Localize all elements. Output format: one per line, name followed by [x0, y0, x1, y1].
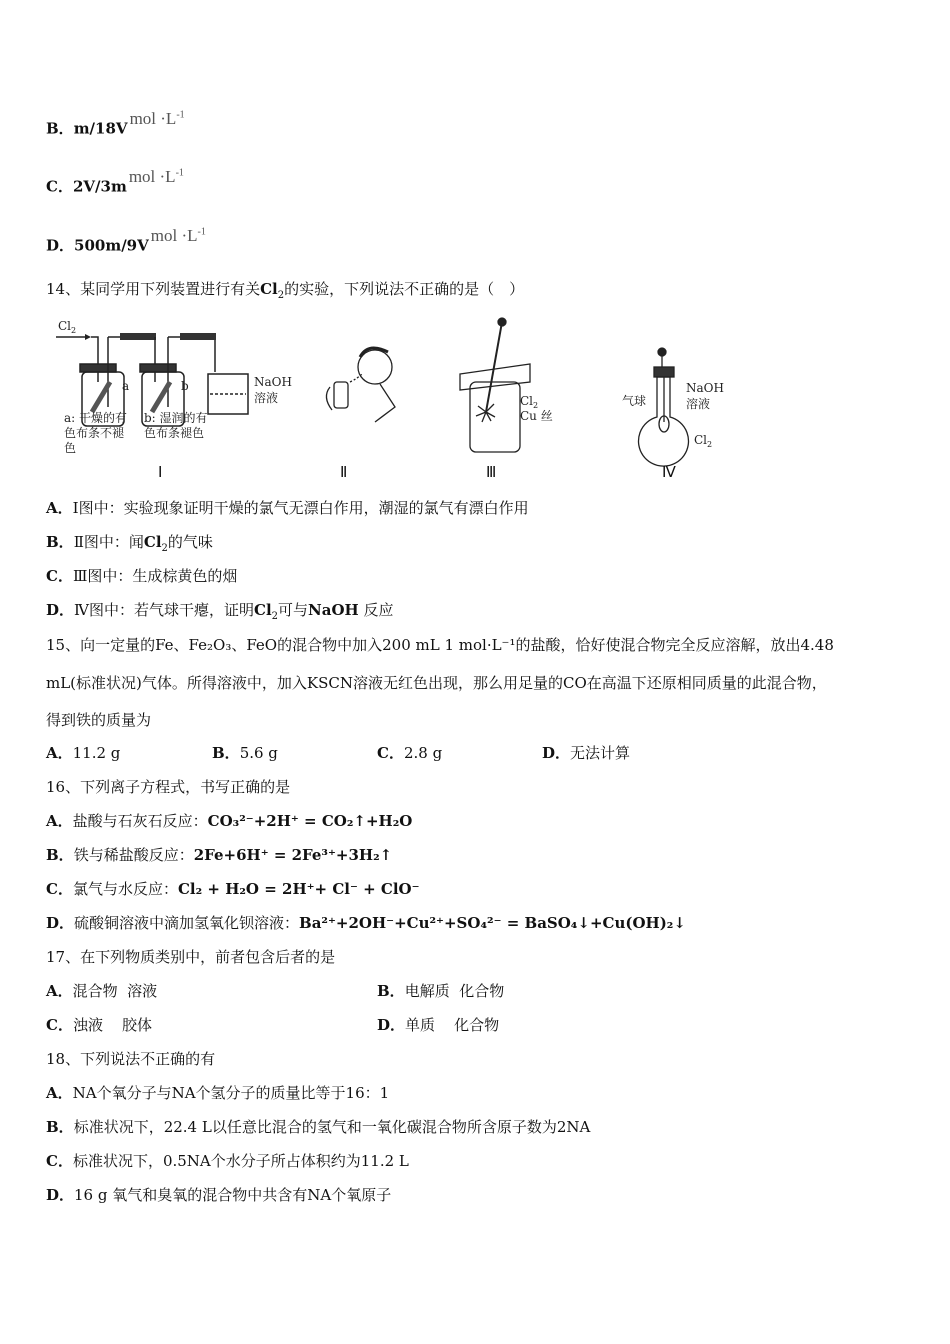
option-label: D． — [46, 1186, 75, 1204]
q14-option-c — [46, 566, 237, 586]
option-label: C． — [46, 1152, 73, 1170]
label-roman-2: Ⅱ — [340, 465, 348, 481]
q18-option-b — [46, 1117, 590, 1137]
caption-b-2: 色布条褪色 — [144, 426, 205, 440]
option-label: A． — [46, 1084, 73, 1102]
option-text: Ⅲ图中：生成棕黄色的烟 — [72, 567, 238, 585]
apparatus-1 — [56, 319, 292, 455]
option-text: 500m/9V — [74, 236, 149, 255]
option-sub: 2 — [271, 611, 279, 622]
option-label: A． — [46, 982, 73, 1000]
q15-option-a — [46, 743, 120, 763]
option-text: NA个氧分子与NA个氢分子的质量比等于16：1 — [72, 1084, 390, 1102]
option-label: C． — [46, 177, 73, 196]
label-roman-1: Ⅰ — [158, 465, 163, 481]
iv-cl2-label: $Cl_2$ — [694, 433, 713, 449]
unit-text: mol ·L — [128, 166, 176, 186]
q17-option-b — [377, 981, 504, 1001]
option-text: 单质 化合物 — [405, 1016, 500, 1034]
option-text: 2.8 g — [403, 744, 443, 762]
option-chem: Cl — [254, 601, 272, 619]
iv-naoh-label: NaOH — [686, 381, 724, 395]
balloon-label: 气球 — [622, 394, 647, 408]
option-text: Ⅱ图中：闻 — [73, 533, 144, 551]
apparatus-4 — [622, 348, 724, 466]
option-chem: Cl — [143, 533, 162, 551]
option-text: Ⅰ图中：实验现象证明干燥的氯气无漂白作用，潮湿的氯气有漂白作用 — [72, 499, 529, 517]
label-roman-4: Ⅳ — [662, 465, 676, 481]
q16-option-b — [46, 845, 392, 865]
option-equation: CO₃²⁻+2H⁺ = CO₂↑+H₂O — [207, 812, 413, 830]
option-text: 标准状况下，0.5NA个水分子所占体积约为11.2 L — [72, 1152, 409, 1170]
option-text: 16 g 氧气和臭氧的混合物中共含有NA个氧原子 — [74, 1186, 392, 1204]
caption-a-1: a: 干燥的有 — [64, 411, 128, 425]
option-label: C． — [46, 880, 73, 898]
q13-option-d — [46, 225, 206, 256]
iv-solution-label: 溶液 — [686, 397, 711, 411]
q17-option-d — [377, 1015, 499, 1035]
option-text: 11.2 g — [72, 744, 121, 762]
option-text: 2V/3m — [72, 177, 127, 196]
unit-exp: -1 — [176, 109, 185, 120]
option-tail: 可与 — [278, 601, 309, 619]
label-roman-3: Ⅲ — [486, 465, 497, 481]
q15-option-c — [377, 743, 442, 763]
caption-b-1: b: 湿润的有 — [144, 411, 208, 425]
unit-exp: -1 — [175, 167, 184, 178]
option-equation: 2Fe+6H⁺ = 2Fe³⁺+3H₂↑ — [193, 846, 393, 864]
option-text: m/18V — [73, 119, 128, 138]
option-label: D． — [46, 601, 75, 619]
option-label: A． — [46, 499, 73, 517]
q14-stem — [46, 279, 524, 306]
q16-option-d — [46, 913, 686, 933]
q15-stem-line3: 得到铁的质量为 — [46, 711, 152, 729]
stem-chem: Cl — [260, 280, 278, 298]
option-label: C． — [46, 1016, 73, 1034]
q16-option-a — [46, 811, 412, 831]
option-text: 铁与稀盐酸反应： — [73, 846, 194, 864]
stem-text-2: 的实验，下列说法不正确的是（ ） — [284, 280, 525, 298]
q15-stem-line1: 15、向一定量的Fe、Fe₂O₃、FeO的混合物中加入200 mL 1 mol·L⁻¹的盐酸，恰好使混合物完全反应溶解，放出4.48 — [46, 636, 834, 654]
option-label: B． — [46, 1118, 74, 1136]
solution-label: 溶液 — [254, 391, 279, 405]
cl2-label: $Cl_2$ — [58, 319, 77, 335]
q17-option-a — [46, 981, 157, 1001]
unit-exp: -1 — [197, 226, 206, 237]
stem-sub: 2 — [277, 290, 285, 301]
q18-option-a — [46, 1083, 389, 1103]
q14-option-b — [46, 532, 213, 559]
option-sub: 2 — [161, 543, 168, 554]
option-label: B． — [46, 119, 74, 138]
unit-text: mol ·L — [150, 225, 198, 245]
option-text: 混合物 溶液 — [72, 982, 158, 1000]
option-equation: Cl₂ + H₂O = 2H⁺+ Cl⁻ + ClO⁻ — [177, 880, 420, 898]
q18-option-d — [46, 1185, 391, 1205]
option-label: D． — [377, 1016, 406, 1034]
q16-option-c — [46, 879, 420, 899]
option-text: 浊液 胶体 — [72, 1016, 153, 1034]
q15-stem-line2: mL(标准状况)气体。所得溶液中，加入KSCN溶液无红色出现，那么用足量的CO在高温下还原相同质量的此混合物， — [46, 674, 827, 692]
caption-a-2: 色布条不褪 — [64, 426, 125, 440]
q14-option-a — [46, 498, 529, 518]
option-label: B． — [377, 982, 405, 1000]
q13-option-c — [46, 166, 184, 197]
apparatus-3 — [460, 318, 553, 452]
jar-cl2-label: $Cl_2$ — [520, 394, 539, 410]
q15-option-d — [542, 743, 630, 763]
option-tail-2: 反应 — [363, 601, 394, 619]
option-text: 盐酸与石灰石反应： — [72, 812, 208, 830]
option-text: 无法计算 — [570, 744, 631, 762]
option-label: B． — [46, 846, 74, 864]
option-label: C． — [377, 744, 404, 762]
unit — [129, 167, 184, 186]
apparatus-2 — [326, 348, 395, 422]
option-text: 5.6 g — [239, 744, 278, 762]
naoh-label: NaOH — [254, 375, 292, 389]
option-text: 氯气与水反应： — [72, 880, 178, 898]
cu-wire-label: Cu 丝 — [520, 409, 553, 423]
q17-stem: 17、在下列物质类别中，前者包含后者的是 — [46, 948, 336, 966]
q17-option-c — [46, 1015, 152, 1035]
option-label: D． — [46, 236, 75, 255]
q14-option-d — [46, 600, 394, 627]
q15-option-b — [212, 743, 278, 763]
q18-stem: 18、下列说法不正确的有 — [46, 1050, 216, 1068]
bottle-b-label: b — [181, 379, 189, 393]
option-label: C． — [46, 567, 73, 585]
bottle-a-label: a — [122, 379, 130, 393]
q16-stem: 16、下列离子方程式，书写正确的是 — [46, 778, 291, 796]
option-tail: 的气味 — [167, 533, 213, 551]
q18-option-c — [46, 1151, 409, 1171]
option-label: D． — [46, 914, 75, 932]
gas-jar — [334, 382, 348, 408]
caption-a-3: 色 — [64, 441, 77, 455]
head — [358, 350, 392, 384]
stem-text: 14、某同学用下列装置进行有关 — [46, 280, 261, 298]
option-equation: Ba²⁺+2OH⁻+Cu²⁺+SO₄²⁻ = BaSO₄↓+Cu(OH)₂↓ — [299, 914, 686, 932]
q13-option-b — [46, 108, 185, 139]
apparatus-figure — [50, 312, 750, 492]
option-text: 标准状况下，22.4 L以任意比混合的氢气和一氧化碳混合物所含原子数为2NA — [73, 1118, 591, 1136]
option-label: A． — [46, 812, 73, 830]
option-text: Ⅳ图中：若气球干瘪，证明 — [74, 601, 255, 619]
option-label: B． — [46, 533, 74, 551]
unit-text: mol ·L — [129, 108, 177, 128]
option-chem-2: NaOH — [308, 601, 359, 619]
unit — [151, 226, 206, 245]
option-text: 硫酸铜溶液中滴加氢氧化钡溶液： — [74, 914, 300, 932]
unit — [130, 109, 185, 128]
option-label: D． — [542, 744, 571, 762]
option-label: B． — [212, 744, 240, 762]
option-label: A． — [46, 744, 73, 762]
option-text: 电解质 化合物 — [404, 982, 505, 1000]
